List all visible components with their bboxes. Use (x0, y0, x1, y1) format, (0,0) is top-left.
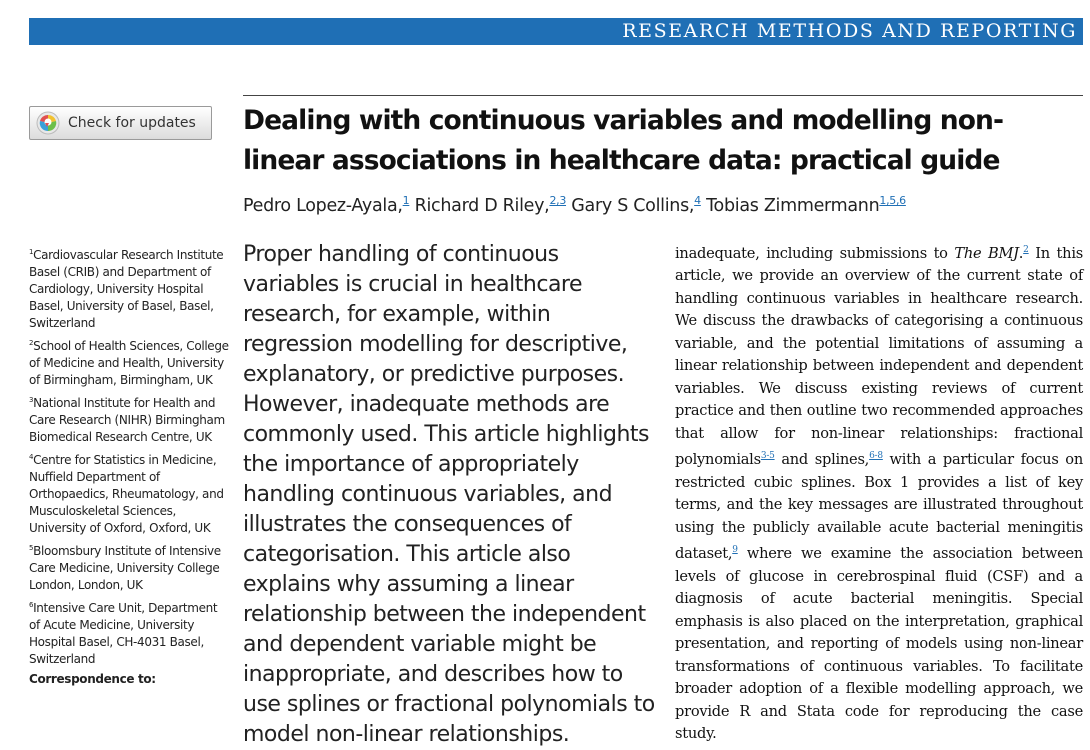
affiliation-item: $^3$National Institute for Health and Care Research (NIHR) Birmingham Biomedical Research Centre, UK (29, 396, 225, 444)
author-name: Richard D Riley, (414, 195, 550, 216)
check-for-updates-button[interactable] (29, 106, 212, 140)
author-name: Gary S Collins, (571, 195, 695, 216)
reference-link[interactable]: 3-5 (760, 451, 775, 462)
affiliation-item: $^5$Bloomsbury Institute of Intensive Care Medicine, University College London, London, UK (29, 544, 221, 592)
body-text: inadequate, including submissions to The BMJ.$^2$ In this article, we provide an overview of the current state of handling continuous variables in healthcare research. We discuss the drawbacks of categorising a continuous variable, and the potential limitations of assuming a linear relationship between independent and dependent variables. We discuss existing reviews of current practice and then outline two recommended approaches that allow for non-linear relationships: fractional polynomials$^{3-5}$ and splines,$^{6-8}$ with a particular focus on restricted cubic splines. Box 1 provides a list of key terms, and the key messages are illustrated throughout using the publicly available acute bacterial meningitis dataset,$^9$ where we examine the association between levels of glucose in cerebrospinal fluid (CSF) and a diagnosis of acute bacterial meningitis. Special emphasis is also placed on the interpretation, graphical presentation, and reporting of models using non-linear transformations of continuous variables. To facilitate broader adoption of a flexible modelling approach, we provide R and Stata code for reproducing the case study. (675, 244, 1083, 743)
article-title: Dealing with continuous variables and modelling non-linear associations in healthcare data: practical guide (243, 105, 1004, 176)
affiliation-item: $^2$School of Health Sciences, College of Medicine and Health, University of Birmingham, Birmingham, UK (29, 339, 229, 387)
author-name: Tobias Zimmermann (706, 195, 880, 216)
affiliations (29, 244, 229, 691)
journal-name: The BMJ (954, 244, 1019, 262)
section-banner (29, 18, 1083, 45)
correspondence-label: Correspondence to: (29, 672, 156, 686)
author-name: Pedro Lopez-Ayala, (243, 195, 403, 216)
author-affiliation-link[interactable]: 2,3 (549, 194, 567, 207)
check-for-updates-label: Check for updates (68, 115, 196, 131)
abstract: Proper handling of continuous variables is crucial in healthcare research, for example, within regression modelling for descriptive, explanatory, or predictive purposes. However, inadequate methods are commonly used. This article highlights the importance of appropriately handling continuous variables, and illustrates the consequences of categorisation. This article also explains why assuming a linear relationship between the independent and dependent variable might be inappropriate, and describes how to use splines or fractional polynomials to model non-linear relationships. (243, 242, 655, 747)
author-affiliation-link[interactable]: 4 (694, 194, 701, 207)
author-affiliation-link[interactable]: 1,5,6 (879, 194, 906, 207)
section-label: RESEARCH METHODS AND REPORTING (622, 20, 1077, 42)
affiliation-item: $^4$Centre for Statistics in Medicine, Nuffield Department of Orthopaedics, Rheumatology, and Musculoskeletal Sciences, University of Oxford, Oxford, UK (29, 453, 224, 535)
affiliation-item: $^6$Intensive Care Unit, Department of Acute Medicine, University Hospital Basel, CH-4031 Basel, Switzerland (29, 601, 218, 666)
author-affiliation-link[interactable]: 1 (402, 194, 410, 207)
reference-link[interactable]: 6-8 (869, 451, 883, 462)
affiliation-item: $^1$Cardiovascular Research Institute Basel (CRIB) and Department of Cardiology, University Hospital Basel, University of Basel, Basel, Switzerland (29, 248, 224, 330)
crossmark-icon (36, 111, 60, 135)
reference-link[interactable]: 2 (1023, 245, 1029, 255)
title-rule (243, 95, 1083, 96)
author-list (243, 194, 1083, 216)
reference-link[interactable]: 9 (732, 545, 738, 556)
